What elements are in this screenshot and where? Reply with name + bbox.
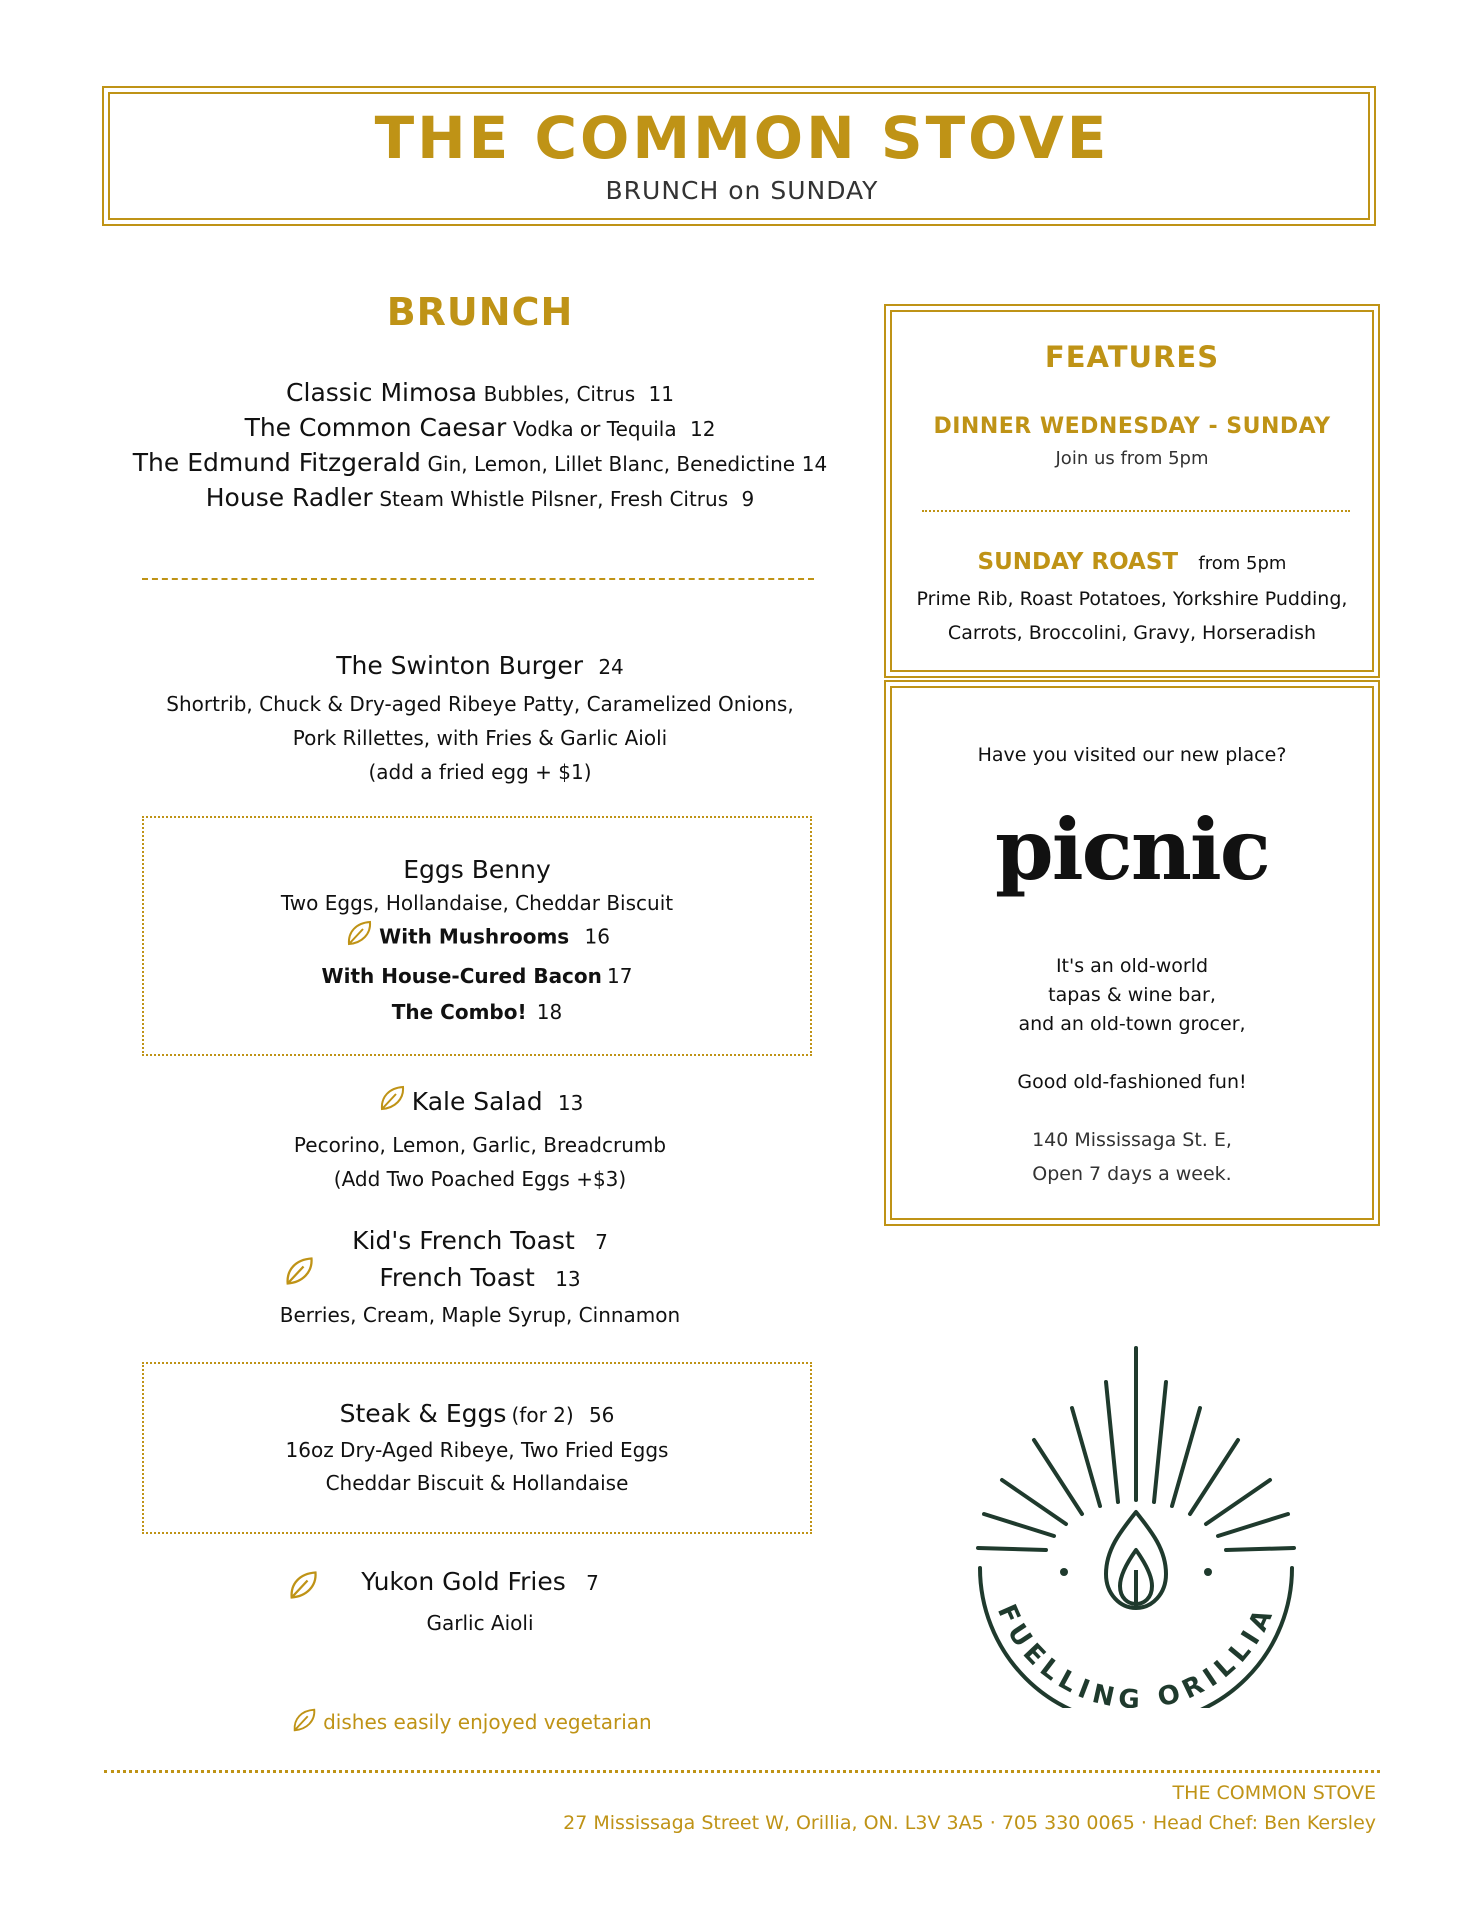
drinks-list — [110, 376, 850, 516]
drink-item: Classic Mimosa Bubbles, Citrus 11 — [286, 378, 674, 407]
svg-text:FUELLING ORILLIA — [991, 1600, 1281, 1708]
dinner-feature: DINNER WEDNESDAY - SUNDAY Join us from 5pm — [933, 414, 1331, 469]
emblem-text: FUELLING ORILLIA — [990, 1599, 1282, 1708]
picnic-description: It's an old-world tapas & wine bar, and an old-town grocer, Good old-fashioned fun! 140 Mississaga St. E, Open 7 days a week. — [1017, 955, 1247, 1185]
burger-item: The Swinton Burger 24 Shortrib, Chuck & Dry-aged Ribeye Patty, Caramelized Onions, Pork Rillettes, with Fries & Garlic Aioli (add a fried egg + $1) — [166, 651, 794, 784]
drink-item: The Common Caesar Vodka or Tequila 12 — [244, 413, 716, 442]
menu-subtitle: BRUNCH on SUNDAY — [605, 176, 879, 205]
footer-details: 27 Mississaga Street W, Orillia, ON. L3V 3A5 · 705 330 0065 · Head Chef: Ben Kersley — [563, 1812, 1376, 1834]
leaf-icon — [377, 1083, 407, 1128]
restaurant-title: THE COMMON STOVE — [374, 104, 1110, 172]
vegetarian-note — [290, 1706, 652, 1738]
yukon-fries-item: Yukon Gold Fries 7 Garlic Aioli — [361, 1567, 599, 1635]
picnic-question: Have you visited our new place? — [977, 744, 1287, 766]
kale-salad-item: Kale Salad 13 Pecorino, Lemon, Garlic, Breadcrumb (Add Two Poached Eggs +$3) — [120, 1082, 840, 1196]
leaf-icon — [344, 918, 374, 960]
features-title: FEATURES — [1044, 340, 1220, 374]
footer-divider — [104, 1770, 1380, 1773]
brunch-section-title: BRUNCH — [386, 290, 574, 334]
leaf-icon — [290, 1706, 318, 1738]
french-toast-item: Kid's French Toast 7 French Toast 13 Berries, Cream, Maple Syrup, Cinnamon — [279, 1226, 681, 1327]
fuelling-orillia-emblem — [950, 1336, 1322, 1712]
drink-item: The Edmund Fitzgerald Gin, Lemon, Lillet Blanc, Benedictine 14 — [132, 448, 828, 477]
vegetarian-note-text: dishes easily enjoyed vegetarian — [323, 1710, 652, 1734]
picnic-logo: picnic — [995, 800, 1269, 899]
footer-name: THE COMMON STOVE — [1172, 1782, 1376, 1804]
sunday-roast-feature: SUNDAY ROAST from 5pm Prime Rib, Roast Potatoes, Yorkshire Pudding, Carrots, Broccolini, Gravy, Horseradish — [916, 549, 1348, 644]
dashed-divider — [142, 578, 814, 580]
eggs-benny-item: Eggs Benny Two Eggs, Hollandaise, Cheddar Biscuit With Mushrooms 16 With House-Cured Bacon 17 The Combo! 18 — [280, 855, 674, 1024]
steak-eggs-item: Steak & Eggs (for 2) 56 16oz Dry-Aged Ribeye, Two Fried Eggs Cheddar Biscuit & Hollandaise — [285, 1399, 669, 1495]
dotted-divider — [922, 510, 1350, 512]
drink-item: House Radler Steam Whistle Pilsner, Fresh Citrus 9 — [205, 483, 755, 512]
